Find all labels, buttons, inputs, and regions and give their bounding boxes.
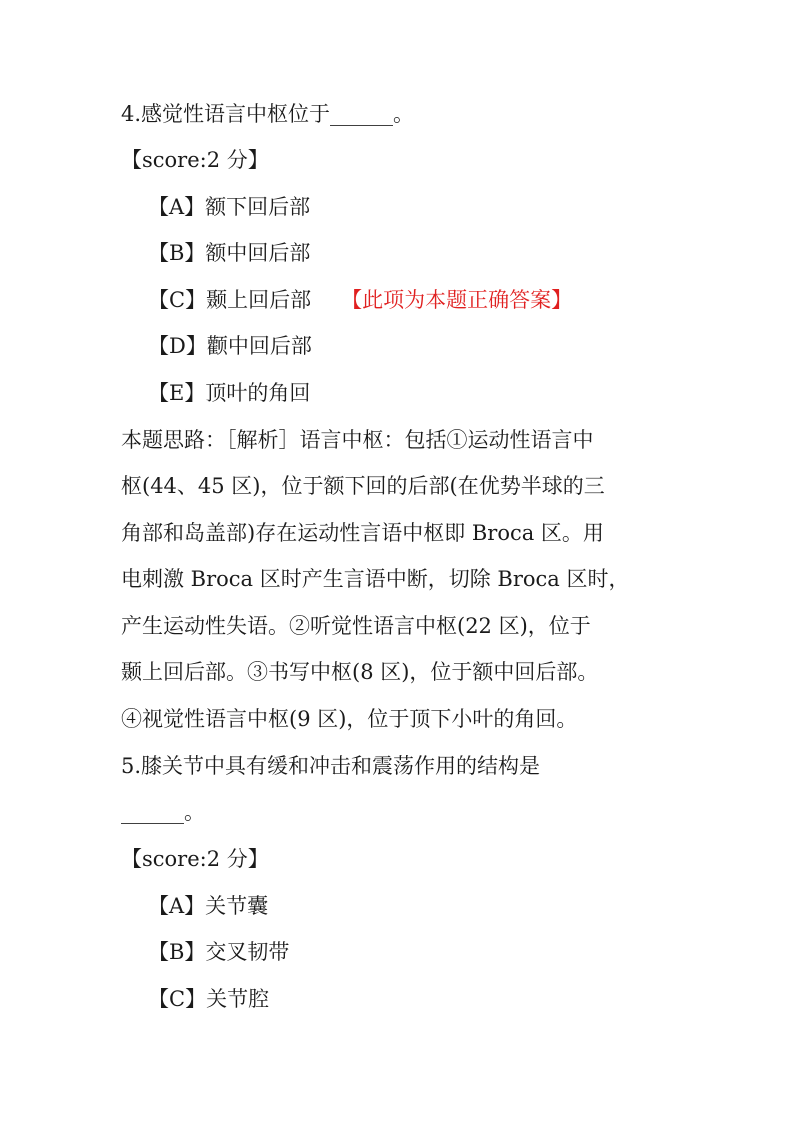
- question-5-text-line-2: ______。: [121, 800, 205, 824]
- question-4-option-c: 【C】颞上回后部: [148, 288, 312, 312]
- question-4-option-a: 【A】额下回后部: [148, 195, 311, 219]
- question-5-option-b: 【B】交叉韧带: [148, 940, 290, 964]
- question-5-option-c: 【C】关节腔: [148, 987, 270, 1011]
- question-5-option-a: 【A】关节囊: [148, 894, 269, 918]
- question-4-option-b: 【B】额中回后部: [148, 241, 311, 265]
- question-4-option-e: 【E】顶叶的角回: [148, 381, 311, 405]
- question-4-score: 【score:2 分】: [121, 148, 269, 172]
- explanation-line-3: 角部和岛盖部)存在运动性言语中枢即 Broca 区。用: [121, 521, 604, 545]
- question-5-text-line-1: 5.膝关节中具有缓和冲击和震荡作用的结构是: [121, 754, 541, 778]
- question-4-option-d: 【D】颧中回后部: [148, 334, 312, 358]
- question-4-text: 4.感觉性语言中枢位于______。: [121, 102, 415, 126]
- explanation-line-5: 产生运动性失语。②听觉性语言中枢(22 区)，位于: [121, 614, 591, 638]
- explanation-line-6: 颞上回后部。③书写中枢(8 区)，位于额中回后部。: [121, 660, 599, 684]
- explanation-line-1: 本题思路：［解析］语言中枢：包括①运动性语言中: [121, 428, 594, 452]
- explanation-line-4: 电刺激 Broca 区时产生言语中断，切除 Broca 区时，: [121, 567, 630, 591]
- question-4-option-c-row: [148, 285, 572, 315]
- correct-answer-mark: 【此项为本题正确答案】: [341, 288, 573, 312]
- explanation-line-7: ④视觉性语言中枢(9 区)，位于顶下小叶的角回。: [121, 707, 578, 731]
- explanation-line-2: 枢(44、45 区)，位于额下回的后部(在优势半球的三: [121, 474, 605, 498]
- question-5-score: 【score:2 分】: [121, 847, 269, 871]
